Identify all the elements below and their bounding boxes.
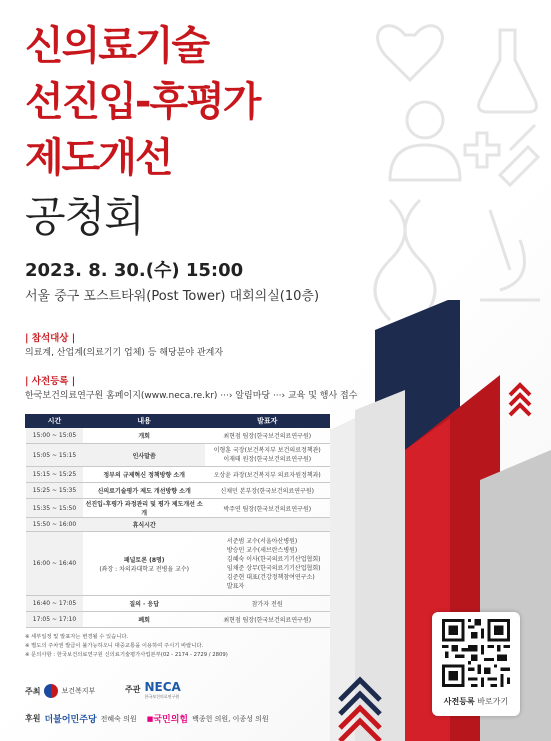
presenter-line: 이재태 원장(한국보건의료연구원)	[223, 456, 312, 463]
title-line-2: 선진입-후평가	[25, 79, 260, 125]
microscope-icon	[480, 210, 540, 300]
title-line-1: 신의료기술	[25, 23, 209, 69]
registration-text: 한국보건의료연구원 홈페이지(www.neca.re.kr) ···› 알림마당 ···› 교육 및 행사 접수	[25, 391, 358, 401]
header-presenter: 발표자	[205, 415, 330, 428]
row-presenter	[205, 444, 330, 467]
row-presenter: 최현점 팀장(한국보건의료연구원)	[205, 428, 330, 444]
row-content: 정부의 규제혁신 정책방향 소개	[83, 467, 204, 483]
heart-icon	[378, 26, 443, 80]
note-line: ※ 별도의 주차권 발급이 불가능하오니 대중교통을 이용하여 주시기 바랍니다.	[25, 643, 204, 649]
row-content: 신의료기술평가 제도 개선방향 소개	[83, 483, 204, 499]
table-row	[26, 518, 330, 532]
row-presenter: 신채민 본부장(한국보건의료연구원)	[205, 483, 330, 499]
manage-label: 주관	[125, 685, 141, 694]
medical-icons-background	[350, 0, 551, 330]
host-label: 주최	[25, 686, 41, 696]
row-presenter: 참가자 전원	[205, 596, 330, 612]
row-content: 폐회	[83, 612, 204, 628]
qr-code-icon[interactable]	[442, 619, 510, 687]
party1-member: 전혜숙 의원	[100, 714, 137, 723]
row-content: 개회	[83, 428, 204, 444]
row-presenter	[205, 532, 330, 596]
panel-title: 패널토론 (8명)	[123, 556, 165, 564]
table-row	[26, 532, 330, 596]
government-emblem-icon	[44, 684, 58, 698]
presenter-line: 이형훈 국장(보건복지부 보건의료정책관)	[213, 447, 321, 454]
syringe-icon	[500, 125, 538, 185]
table-row	[26, 428, 330, 444]
table-row	[26, 467, 330, 483]
qr-label-rest: 바로가기	[474, 697, 509, 706]
header-time: 시간	[26, 415, 84, 428]
row-content	[83, 532, 204, 596]
table-row	[26, 499, 330, 518]
neca-logo-sub: 한국보건의료연구원	[144, 694, 180, 699]
panel-chair: (좌장 : 차의과대학교 전병율 교수)	[99, 565, 190, 573]
host-name: 보건복지부	[61, 687, 96, 695]
sponsor-label: 후원	[25, 714, 41, 723]
party2-logo-icon: ■	[146, 714, 154, 723]
person-icon	[407, 102, 443, 138]
party2-member: 백종헌 의원, 이종성 의원	[192, 714, 269, 723]
row-time: 16:00 ~ 16:40	[26, 532, 84, 596]
party1-logo: 더불어민주당	[44, 715, 97, 725]
presenter-line: 발표자	[226, 582, 245, 590]
qr-card[interactable]	[432, 612, 520, 716]
presenter-line: 김준현 대표(건강정책참여연구소)	[226, 573, 315, 581]
note-line: ※ 세부일정 및 발표자는 변경될 수 있습니다.	[25, 634, 129, 640]
row-time: 15:50 ~ 16:00	[26, 518, 84, 532]
title-subtitle: 공청회	[25, 192, 144, 241]
table-row	[26, 483, 330, 499]
row-content: 선진입-후평가 과정관리 및 평가 제도개선 소개	[83, 499, 204, 518]
title-line-3: 제도개선	[25, 135, 172, 181]
table-row	[26, 444, 330, 467]
event-venue: 서울 중구 포스트타워(Post Tower) 대회의실(10층)	[25, 289, 320, 304]
manage-row	[125, 680, 181, 699]
note-line: ※ 문의사항 : 한국보건의료연구원 신의료기술평가사업본부(02 - 2174 - 2729 / 2809)	[25, 652, 228, 658]
row-time: 15:05 ~ 15:15	[26, 444, 84, 467]
flask-icon	[479, 30, 537, 112]
title-block	[25, 18, 345, 248]
row-presenter: 오상윤 과장(보건복지부 의료자원정책과)	[205, 467, 330, 483]
party2-logo: 국민의힘	[153, 715, 189, 725]
row-presenter: 박주연 팀장(한국보건의료연구원)	[205, 499, 330, 518]
host-row	[25, 684, 95, 698]
row-time: 17:05 ~ 17:10	[26, 612, 84, 628]
plus-icon	[465, 133, 499, 167]
neca-logo-text: NECA	[144, 680, 181, 694]
row-content: 휴식시간	[83, 518, 204, 532]
row-time: 16:40 ~ 17:05	[26, 596, 84, 612]
row-presenter: 최현점 팀장(한국보건의료연구원)	[205, 612, 330, 628]
row-content: 인사말씀	[83, 444, 204, 467]
presenter-line: 방승민 교수(세브란스병원)	[226, 546, 298, 554]
schedule-table	[25, 414, 330, 628]
table-row	[26, 612, 330, 628]
row-presenter	[205, 518, 330, 532]
presenter-line: 임채준 상무(한국의료기기산업협회)	[226, 564, 321, 572]
registration-label: | 사전등록 |	[25, 376, 76, 387]
qr-label-bold: 사전등록	[443, 697, 475, 706]
presenter-line: 김혜숙 이사(한국의료기기산업협회)	[226, 555, 321, 563]
qr-label[interactable]	[432, 696, 520, 707]
event-date: 2023. 8. 30.(수) 15:00	[25, 260, 244, 281]
row-time: 15:15 ~ 15:25	[26, 467, 84, 483]
row-content: 질의 · 응답	[83, 596, 204, 612]
row-time: 15:25 ~ 15:35	[26, 483, 84, 499]
row-time: 15:35 ~ 15:50	[26, 499, 84, 518]
sponsor-row	[25, 712, 269, 725]
audience-text: 의료계, 산업계(의료기기 업체) 등 해당분야 관계자	[25, 348, 224, 358]
row-time: 15:00 ~ 15:05	[26, 428, 84, 444]
table-row	[26, 596, 330, 612]
presenter-line: 서준범 교수(서울아산병원)	[226, 537, 298, 545]
audience-label: | 참석대상 |	[25, 333, 76, 344]
notes	[25, 633, 228, 660]
neca-logo	[144, 680, 180, 699]
header-content: 내용	[83, 415, 204, 428]
